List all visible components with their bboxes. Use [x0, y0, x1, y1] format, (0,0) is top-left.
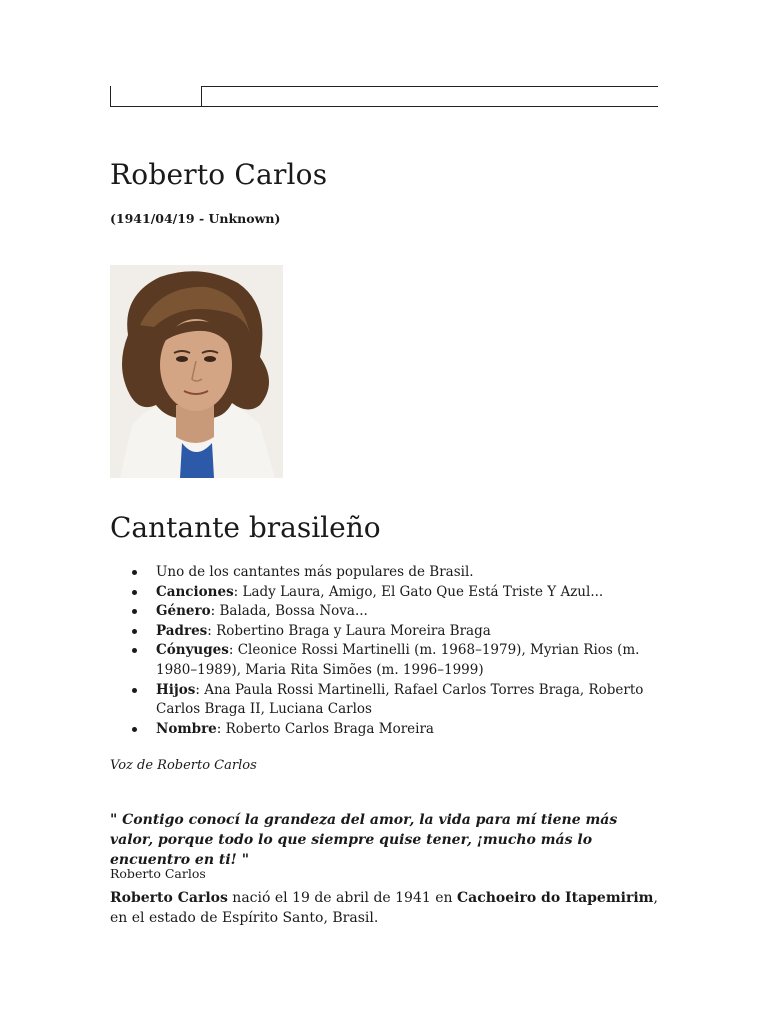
fact-value: : Balada, Bossa Nova...: [210, 603, 368, 620]
list-item-padres: [110, 622, 658, 642]
facts-list: [110, 563, 658, 739]
header-rule: [110, 86, 658, 108]
bio-place: Cachoeiro do Itapemirim: [456, 890, 654, 906]
list-item-hijos: [110, 681, 658, 720]
fact-value: : Robertino Braga y Laura Moreira Braga: [207, 622, 491, 639]
fact-label: Canciones: [156, 583, 234, 600]
bio-paragraph: [110, 888, 658, 928]
fact-label: Nombre: [156, 720, 217, 737]
fact-value: : Ana Paula Rossi Martinelli, Rafael Carlos Torres Braga, Roberto Carlos Braga II, Luciana Carlos: [156, 681, 644, 718]
portrait-photo: [110, 265, 283, 478]
list-item-nombre: [110, 720, 658, 740]
header-bottom-line: [202, 106, 658, 107]
list-item-canciones: [110, 583, 658, 603]
quote-text: " Contigo conocí la grandeza del amor, la vida para mí tiene más valor, porque todo lo que siempre quise tener, ¡mucho más lo encuentro en ti! ": [110, 812, 618, 868]
life-dates: (1941/04/19 - Unknown): [110, 211, 281, 226]
page-title: Roberto Carlos: [110, 158, 328, 191]
list-item-conyuges: [110, 641, 658, 680]
voice-caption: Voz de Roberto Carlos: [110, 758, 257, 773]
portrait-image: [110, 265, 283, 478]
fact-value: : Cleonice Rossi Martinelli (m. 1968–1979), Myrian Rios (m. 1980–1989), Maria Rita Simões (m. 1996–1999): [156, 642, 640, 678]
list-item-summary: [110, 563, 658, 583]
list-item-genero: [110, 602, 658, 622]
fact-label: Cónyuges: [156, 642, 229, 659]
fact-value: : Roberto Carlos Braga Moreira: [216, 720, 434, 737]
summary-text: Uno de los cantantes más populares de Brasil.: [156, 564, 474, 580]
fact-label: Hijos: [156, 681, 196, 698]
quote-author: Roberto Carlos: [110, 866, 206, 881]
bio-text-2: , en el estado de Espírito Santo, Brasil.: [110, 890, 658, 926]
fact-label: Género: [156, 603, 211, 620]
header-tab-box: [110, 86, 202, 107]
fact-label: Padres: [156, 622, 208, 639]
bio-name: Roberto Carlos: [110, 890, 228, 906]
fact-value: : Lady Laura, Amigo, El Gato Que Está Triste Y Azul...: [233, 583, 604, 600]
bio-text-1: nació el 19 de abril de 1941 en: [227, 890, 457, 906]
section-heading: Cantante brasileño: [110, 511, 381, 544]
